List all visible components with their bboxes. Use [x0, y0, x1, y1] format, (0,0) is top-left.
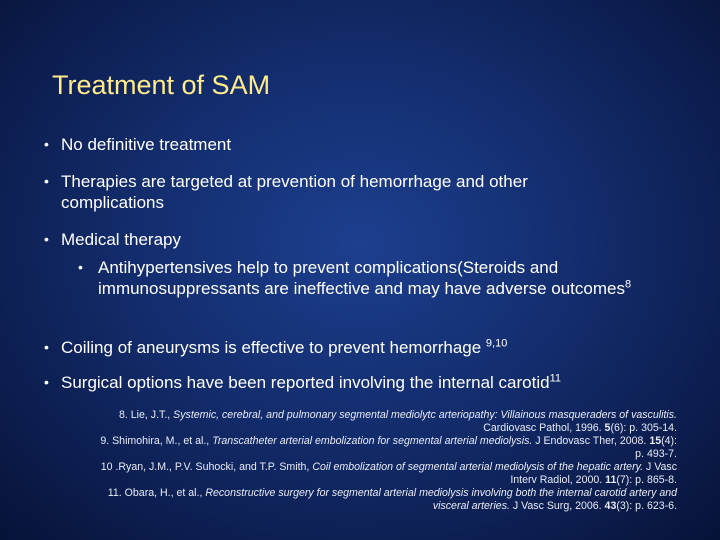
ref-authors: 9. Shimohira, M., et al.,	[100, 435, 213, 447]
ref-volume: 15	[649, 435, 662, 447]
bullet-text	[61, 372, 684, 393]
reference-item	[92, 435, 677, 461]
ref-title: Transcatheter arterial embolization for segmental arterial mediolysis.	[212, 435, 533, 447]
citation-marker: 11	[549, 372, 562, 385]
citation-marker: 9,10	[485, 337, 508, 350]
reference-item	[92, 461, 677, 487]
ref-pages: (4): p. 493-7.	[635, 435, 677, 460]
ref-title: Systemic, cerebral, and pulmonary segmental mediolytc arteriopathy: Villainous masqueraders of vasculitis.	[173, 409, 677, 421]
ref-volume: 11	[605, 474, 617, 486]
ref-authors: 11. Obara, H., et al.,	[107, 487, 206, 499]
ref-title: Coil embolization of segmental arterial mediolysis of the hepatic artery.	[312, 461, 644, 473]
bullet-dot: •	[44, 173, 49, 189]
bullet-text: No definitive treatment	[61, 135, 232, 154]
bullet-body: Antihypertensives help to prevent complications(Steroids and immunosuppressants are ineffective and may have adverse outcomes	[98, 258, 625, 298]
bullet-dot: •	[44, 374, 49, 390]
ref-journal: J Endovasc Ther, 2008.	[532, 435, 650, 447]
bullet-dot: •	[78, 259, 83, 275]
ref-authors: 10 .Ryan, J.M., P.V. Suhocki, and T.P. Smith,	[100, 461, 313, 473]
ref-journal: J Vasc Surg, 2006.	[509, 500, 605, 512]
ref-authors: 8. Lie, J.T.,	[118, 409, 174, 421]
ref-pages: (7): p. 865-8.	[616, 474, 677, 486]
bullet-text	[98, 257, 658, 299]
ref-title: Reconstructive surgery for segmental arterial mediolysis involving both the internal carotid artery and visceral arteries.	[205, 487, 677, 512]
ref-pages: (6): p. 305-14.	[610, 422, 677, 434]
ref-volume: 43	[604, 500, 617, 512]
bullet-dot: •	[44, 231, 49, 247]
ref-pages: (3): p. 623-6.	[616, 500, 677, 512]
bullet-body: Coiling of aneurysms is effective to prevent hemorrhage	[61, 338, 486, 357]
ref-volume: 5	[604, 422, 611, 434]
bullet-text: Therapies are targeted at prevention of hemorrhage and other complications	[61, 172, 528, 212]
reference-item	[92, 487, 677, 513]
bullet-text: Medical therapy	[61, 230, 182, 249]
bullet-dot: •	[44, 339, 49, 355]
ref-journal: Cardiovasc Pathol, 1996.	[483, 422, 605, 434]
ref-journal: J Vasc Interv Radiol, 2000.	[510, 461, 677, 486]
reference-item	[92, 409, 677, 435]
reference-list	[92, 409, 677, 513]
bullet-body: Surgical options have been reported involving the internal carotid	[61, 373, 550, 392]
slide-title: Treatment of SAM	[52, 70, 271, 100]
bullet-dot: •	[44, 136, 49, 152]
citation-marker: 8	[624, 278, 632, 291]
bullet-text	[61, 337, 644, 358]
